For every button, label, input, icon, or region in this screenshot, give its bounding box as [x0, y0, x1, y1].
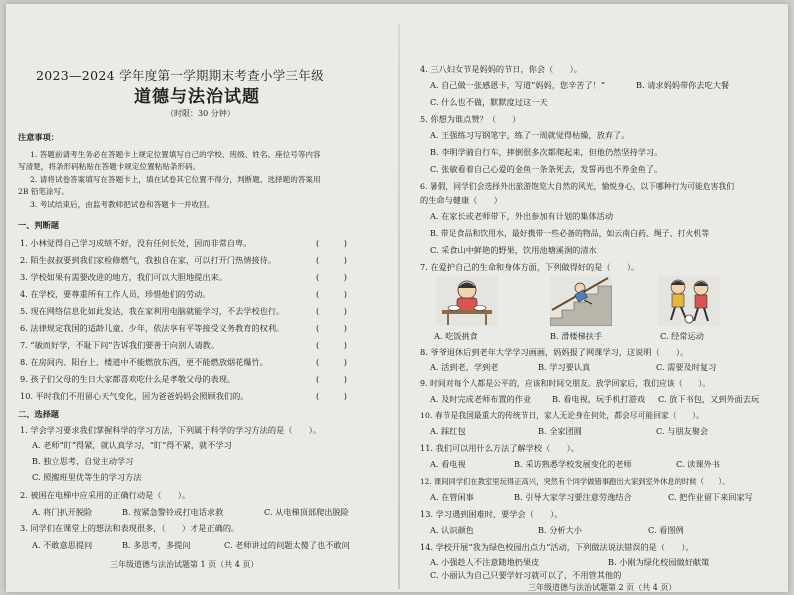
option-c: C. 张敏看着自己心爱的金鱼一条条死去，发誓再也不养金鱼了。	[430, 164, 663, 174]
option-b: B. 李明学骑自行车，摔倒很多次都爬起来，但他仍然坚持学习。	[430, 147, 663, 157]
question-stem: 3. 同学们在课堂上的想法和表现很多，（ ）才是正确的。	[20, 523, 240, 533]
option-c: C. 小丽认为自己只要学好习就可以了，不用管其他的	[430, 570, 622, 580]
right-page	[408, 4, 780, 592]
option-c: C. 看图例	[648, 525, 684, 535]
option-b: B. 按紧急警铃或打电话求救	[122, 507, 224, 517]
option-a: A. 小强趁人不注意随地扔果皮	[430, 557, 540, 567]
question-stem-cont: 的生命与健康（ ）	[420, 195, 502, 205]
judgment-item: 10. 平时我们不用留心天气变化，因为爸爸妈妈会照顾我们的。	[20, 391, 249, 401]
judgment-item: 7. “敏而好学，不耻下问”告诉我们要善于向别人请教。	[20, 340, 219, 350]
notice-line: 3. 考试结束后，由监考教师把试卷和答题卡一并收回。	[30, 200, 215, 209]
option-b: B. 采访熟悉学校发展变化的老师	[514, 459, 632, 469]
answer-paren: ( )	[316, 340, 347, 350]
answer-paren: ( )	[316, 357, 347, 367]
option-b: B. 看电视，玩手机打游戏	[552, 394, 646, 404]
judgment-item: 2. 陌生叔叔要到我们家检修燃气，我独自在家，可以打开门热情接待。	[20, 255, 277, 265]
option-c: C. 放下书包，又到外面去玩	[658, 394, 760, 404]
option-c: C. 与朋友聚会	[656, 426, 709, 436]
option-a: A. 在管闲事	[430, 492, 474, 502]
question-stem: 1. 学会学习要求我们掌握科学的学习方法，下列属于科学的学习方法的是（ ）。	[20, 425, 322, 435]
notice-line: 2. 请将试卷答案填写在答题卡上，填在试卷其它位置不得分，判断题、选择题的答案用	[30, 175, 321, 184]
judgment-item: 8. 在房间内、阳台上、楼道中不能燃放东西，更不能燃放烟花爆竹。	[20, 357, 268, 367]
notice-line: 2B 铅笔涂写。	[18, 187, 69, 196]
notice-line: 写清楚，将条形码粘贴在答题卡规定位置粘贴条形码。	[18, 162, 201, 171]
question-stem: 8. 爷爷退休后到老年大学学习画画，妈妈报了网课学习，这说明（ ）。	[420, 347, 689, 357]
question-stem: 2. 被困在电梯中应采用的正确行动是（ ）。	[20, 490, 191, 500]
q7-pictures	[434, 276, 764, 334]
time-limit: （时限：30 分钟）	[166, 109, 235, 118]
question-stem: 9. 时间对每个人都是公平的，应该和时间交朋友。放学回家后，我们应该（ ）。	[420, 379, 711, 388]
option-b: B. 学习要认真	[538, 362, 591, 372]
left-page	[14, 4, 386, 592]
answer-paren: ( )	[316, 238, 347, 248]
option-a: A. 及时完成老师布置的作业	[430, 394, 532, 404]
question-stem: 13. 学习遇到困难时，要学会（ ）。	[420, 509, 563, 519]
option-a: A. 王强练习写钢笔字，练了一周就觉得枯燥，放弃了。	[430, 130, 630, 140]
option-b: B. 引导大家学习要注意劳逸结合	[514, 492, 632, 502]
option-c: C. 经常运动	[660, 331, 704, 341]
stair-railing-illustration	[550, 276, 612, 326]
picky-eating-illustration	[436, 276, 498, 326]
question-stem: 12. 课间同学们在教室里玩得正高兴，突然有个同学做错事跑出大家到室外休息的时候（ ）。	[420, 477, 730, 486]
option-a: A. 踩红包	[430, 426, 466, 436]
option-c: C. 把作业留下来回家写	[668, 492, 753, 502]
option-c: C. 照搬班里优等生的学习方法	[32, 472, 142, 482]
option-c: C. 从电梯顶部爬出脱险	[264, 507, 349, 517]
option-c: C. 什么也不做，默默度过这一天	[430, 97, 548, 107]
judgment-item: 1. 小林觉得自己学习成绩不好，没有任何长处，因而非常自卑。	[20, 238, 252, 248]
option-c: C. 读课外书	[676, 459, 720, 469]
page-footer: 三年级道德与法治试题第 2 页（共 4 页）	[528, 583, 677, 592]
option-b: B. 多思考，多提问	[122, 540, 191, 550]
question-stem: 10. 春节是我国最重大的传统节日，家人无论身在何处，都会尽可能回家（ ）。	[420, 411, 704, 420]
page-fold-divider	[398, 24, 400, 589]
question-stem: 7. 在爱护自己的生命和身体方面，下列做得好的是（ ）。	[420, 262, 640, 272]
answer-paren: ( )	[316, 323, 347, 333]
option-b: B. 请求妈妈带你去吃大餐	[636, 80, 730, 90]
option-a: A. 将门扒开脱险	[32, 507, 93, 517]
question-stem: 11. 我们可以用什么方法了解学校（ ）。	[420, 443, 579, 453]
section-choice-heading: 二、选择题	[18, 409, 59, 419]
option-b: B. 全家团圆	[538, 426, 582, 436]
option-a: A. 看电视	[430, 459, 466, 469]
option-b: B. 滑楼梯扶手	[550, 331, 603, 341]
section-judgment-heading: 一、判断题	[18, 220, 59, 230]
page-footer: 三年级道德与法治试题第 1 页（共 4 页）	[110, 560, 259, 569]
option-a: A. 老师“盯”得紧，就认真学习，“盯”得不紧，就不学习	[32, 440, 232, 450]
exam-sheet	[6, 4, 788, 592]
question-stem: 14. 学校开展“我为绿色校园出点力”活动，下列做法说法错误的是（ ）。	[420, 542, 694, 552]
exercise-illustration	[658, 276, 720, 326]
exam-title: 道德与法治试题	[134, 87, 260, 107]
answer-paren: ( )	[316, 306, 347, 316]
option-a: A. 吃饭挑食	[434, 331, 478, 341]
option-a: A. 在家长或老师带下，外出参加有计划的集体活动	[430, 211, 614, 221]
option-b: B. 小刚为绿化校园做好献策	[608, 557, 710, 567]
option-a: A. 不敢意思提问	[32, 540, 93, 550]
judgment-item: 3. 学校如果有需要改进的地方，我们可以大胆地提出来。	[20, 272, 227, 282]
judgment-item: 9. 孩子们父母的生日大家都喜欢吃什么是孝敬父母的表现。	[20, 374, 236, 384]
question-stem: 4. 三八妇女节是妈妈的节日，你会（ ）。	[420, 64, 582, 74]
judgment-item: 5. 现在网络信息化如此发达，我在家利用电脑就能学习，不去学校也行。	[20, 306, 285, 316]
exam-title-line1: 2023—2024 学年度第一学期期末考查小学三年级	[36, 68, 324, 83]
answer-paren: ( )	[316, 374, 347, 384]
question-stem: 6. 暑假，同学们会选择外出旅游饱览大自然的风光，愉悦身心，以下哪种行为可能危害我们	[420, 182, 734, 191]
option-a: A. 认识颜色	[430, 525, 474, 535]
answer-paren: ( )	[316, 289, 347, 299]
option-b: B. 分析大小	[538, 525, 582, 535]
question-stem: 5. 你想为谁点赞？（ ）	[420, 114, 521, 124]
judgment-item: 4. 在学校，要尊重所有工作人员，珍惜他们的劳动。	[20, 289, 211, 299]
notice-line: 1. 答题前请考生务必在答题卡上规定位置填写自己的学校、班级、姓名、座位号等内容	[30, 150, 321, 159]
option-a: A. 自己做一张感恩卡，写道“妈妈，您辛苦了！”	[430, 80, 606, 90]
option-b: B. 独立思考，自觉主动学习	[32, 456, 134, 466]
option-c: C. 老师讲过的问题太傻了也不敢问	[224, 540, 350, 550]
judgment-item: 6. 法律规定我国的适龄儿童、少年，依法享有平等接受义务教育的权利。	[20, 323, 285, 333]
notice-heading: 注意事项：	[18, 132, 59, 142]
option-c: C. 需要及时复习	[656, 362, 717, 372]
answer-paren: ( )	[316, 272, 347, 282]
answer-paren: ( )	[316, 255, 347, 265]
answer-paren: ( )	[316, 391, 347, 401]
option-b: B. 带足食品和饮用水，最好携带一些必备的物品，如云南白药、绳子、打火机等	[430, 229, 710, 238]
option-c: C. 采食山中鲜艳的野果，饮用池塘溪涧的清水	[430, 245, 597, 255]
option-a: A. 活到老，学到老	[430, 362, 499, 372]
